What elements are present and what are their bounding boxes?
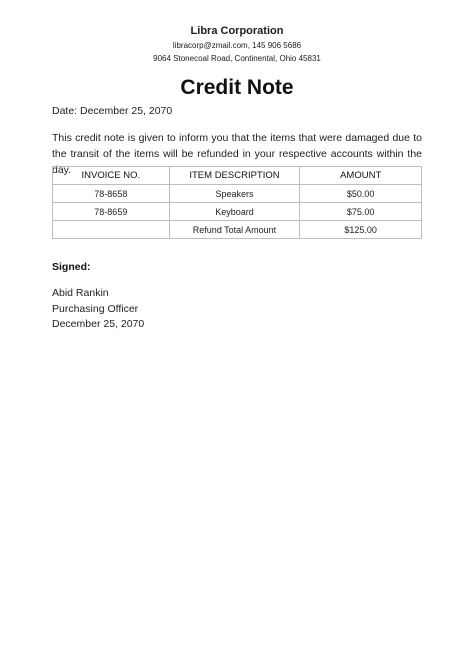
company-header (0, 23, 474, 65)
amount-cell: $50.00 (300, 185, 422, 203)
header-amount: AMOUNT (300, 167, 422, 185)
item-description-cell: Keyboard (169, 203, 300, 221)
table-row (53, 203, 422, 221)
invoice-number-cell: 78-8658 (53, 185, 170, 203)
signature-date: December 25, 2070 (52, 318, 145, 330)
signature-block (52, 286, 144, 333)
amount-cell: $75.00 (300, 203, 422, 221)
invoice-number-cell: 78-8659 (53, 203, 170, 221)
signer-position: Purchasing Officer (52, 302, 139, 315)
company-name: Libra Corporation (190, 25, 284, 37)
document-title: Credit Note (180, 76, 294, 99)
table-row (53, 185, 422, 203)
document-date: Date: December 25, 2070 (52, 105, 173, 117)
total-row (53, 221, 422, 239)
total-label-cell: Refund Total Amount (169, 221, 300, 239)
item-description-cell: Speakers (169, 185, 300, 203)
signer-name: Abid Rankin (52, 287, 109, 299)
credit-items-table (52, 166, 422, 239)
intro-paragraph: This credit note is given to inform you that the items that were damaged due to the transit of the items will be refunded in your respective accounts within the day. (52, 132, 422, 176)
header-item-description: ITEM DESCRIPTION (169, 167, 300, 185)
company-contact: libracorp@zmail.com, 145 906 5686 (172, 41, 302, 50)
total-amount-cell: $125.00 (300, 221, 422, 239)
total-empty-cell (53, 221, 170, 239)
company-address: 9064 Stonecoal Road, Continental, Ohio 45831 (153, 54, 321, 63)
signed-label: Signed: (52, 261, 91, 273)
header-invoice-no: INVOICE NO. (53, 167, 170, 185)
table-header-row (53, 167, 422, 185)
